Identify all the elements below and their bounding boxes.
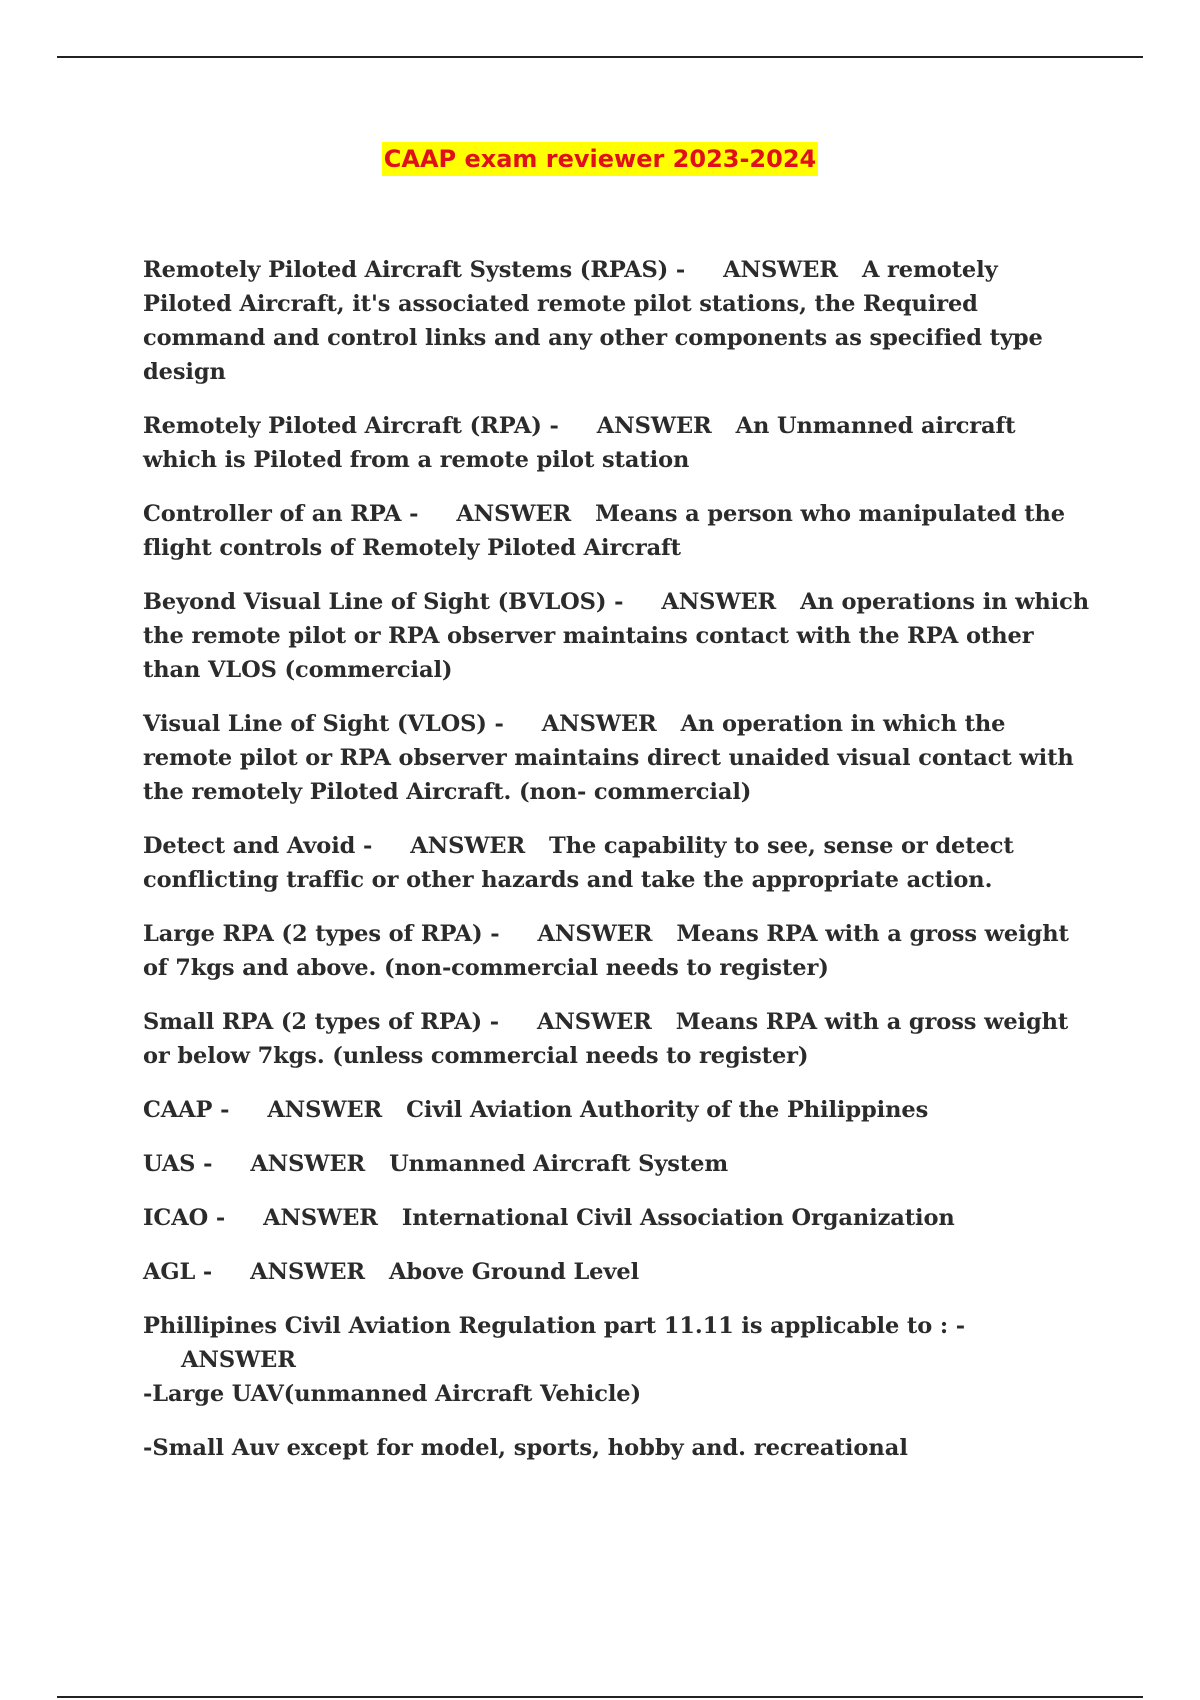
answer-label: ANSWER [267,1097,383,1123]
qa-question: Remotely Piloted Aircraft Systems (RPAS) - [143,257,686,283]
qa-question: ICAO - [143,1205,226,1231]
qa-answer-continuation: -Small Auv except for model, sports, hobby and. recreational [143,1435,908,1461]
answer-label: ANSWER [537,921,653,947]
page-title: CAAP exam reviewer 2023-2024 [382,142,818,176]
qa-answer: An Unmanned aircraft which is Piloted from a remote pilot station [143,413,1016,473]
qa-answer: A remotely Piloted Aircraft, it's associated remote pilot stations, the Required command and control links and any other components as specified type design [143,257,1043,385]
qa-question: Beyond Visual Line of Sight (BVLOS) - [143,589,624,615]
answer-label: ANSWER [596,413,712,439]
qa-answer: Means RPA with a gross weight or below 7kgs. (unless commercial needs to register) [143,1009,1069,1069]
qa-question: CAAP - [143,1097,230,1123]
qa-question: Controller of an RPA - [143,501,419,527]
bottom-rule [57,1696,1143,1698]
qa-answer: Unmanned Aircraft System [389,1151,729,1177]
qa-item [143,1255,1093,1289]
title-container [0,142,1200,176]
qa-list [143,253,1093,1465]
qa-answer: An operation in which the remote pilot or RPA observer maintains direct unaided visual contact with the remotely Piloted Aircraft. (non- commercial) [143,711,1074,805]
qa-answer: An operations in which the remote pilot or RPA observer maintains contact with the RPA other than VLOS (commercial) [143,589,1089,683]
qa-question: AGL - [143,1259,213,1285]
answer-label: ANSWER [723,257,838,283]
answer-label: ANSWER [263,1205,378,1231]
qa-item [143,1005,1093,1073]
qa-answer: -Large UAV(unmanned Aircraft Vehicle) [143,1381,642,1407]
qa-item [143,707,1093,809]
qa-question: Visual Line of Sight (VLOS) - [143,711,504,737]
qa-question: Large RPA (2 types of RPA) - [143,921,500,947]
answer-label: ANSWER [541,711,657,737]
answer-label: ANSWER [661,589,777,615]
top-rule [57,56,1143,58]
answer-label: ANSWER [410,833,526,859]
qa-item [143,1309,1093,1411]
qa-answer: Means a person who manipulated the flight controls of Remotely Piloted Aircraft [143,501,1065,561]
qa-item [143,409,1093,477]
answer-label: ANSWER [456,501,572,527]
qa-question: Detect and Avoid - [143,833,373,859]
qa-answer: Means RPA with a gross weight of 7kgs and above. (non-commercial needs to register) [143,921,1069,981]
qa-answer: International Civil Association Organization [401,1205,955,1231]
qa-item [143,829,1093,897]
qa-answer: The capability to see, sense or detect conflicting traffic or other hazards and take the appropriate action. [143,833,1014,893]
qa-answer: Above Ground Level [388,1259,640,1285]
answer-label: ANSWER [250,1259,365,1285]
qa-question: Small RPA (2 types of RPA) - [143,1009,499,1035]
qa-question: UAS - [143,1151,213,1177]
qa-question: Phillipines Civil Aviation Regulation part 11.11 is applicable to : - [143,1313,966,1339]
qa-item [143,497,1093,565]
qa-item [143,917,1093,985]
qa-item [143,1093,1093,1127]
qa-item [143,253,1093,389]
answer-label: ANSWER [250,1151,366,1177]
qa-item [143,1147,1093,1181]
qa-item [143,585,1093,687]
answer-label: ANSWER [181,1347,296,1373]
answer-label: ANSWER [536,1009,652,1035]
qa-answer: Civil Aviation Authority of the Philippines [406,1097,929,1123]
qa-item [143,1201,1093,1235]
qa-question: Remotely Piloted Aircraft (RPA) - [143,413,559,439]
